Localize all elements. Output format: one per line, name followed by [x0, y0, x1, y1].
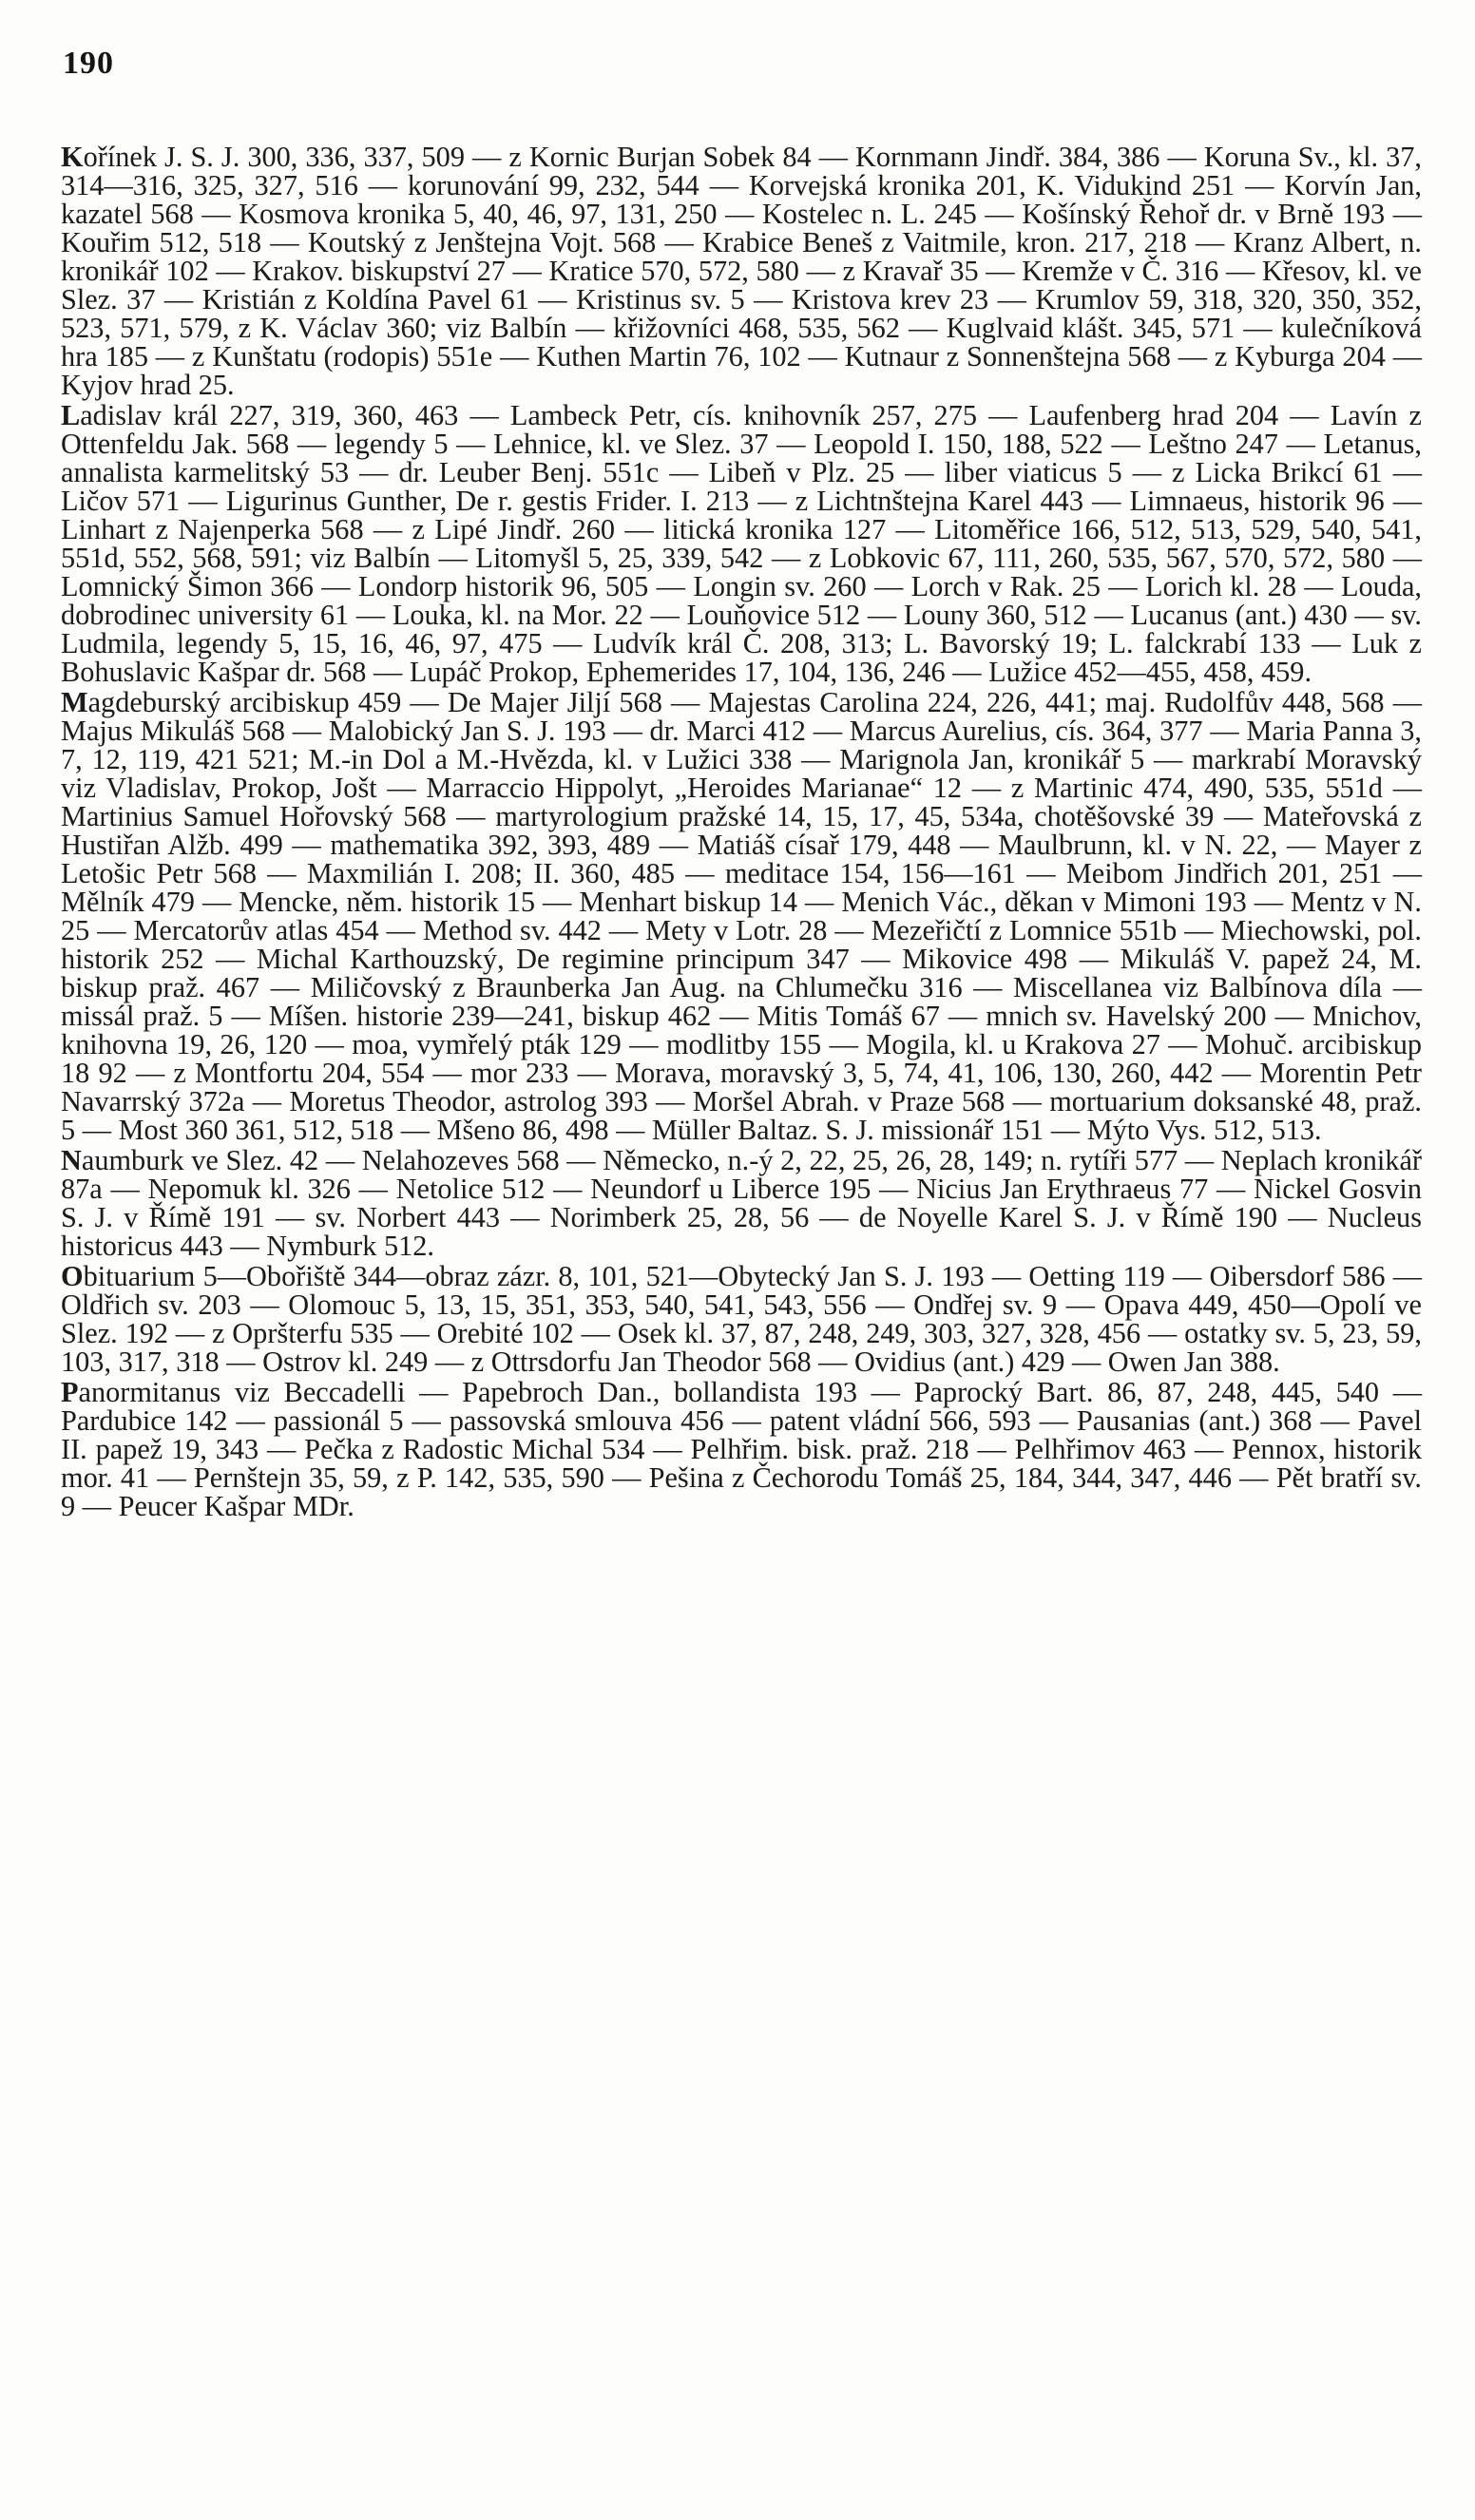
- section-initial: N: [61, 1144, 82, 1176]
- section-initial: O: [61, 1260, 84, 1292]
- section-initial: K: [61, 141, 84, 173]
- index-section-o: [61, 1262, 1422, 1376]
- section-initial: L: [61, 399, 81, 431]
- index-section-p: [61, 1378, 1422, 1520]
- register-index: [61, 143, 1422, 1522]
- section-text: adislav král 227, 319, 360, 463 — Lambeck Petr, cís. knihovník 257, 275 — Laufenberg hrad 204 — Lavín z Ottenfeldu Jak. 568 — legendy 5 — Lehnice, kl. ve Slez. 37 — Leopold I. 150, 188, 522 — Leštno 247 — Letanus, annalista karmelitský 53 — dr. Leuber Benj. 551c — Libeň v Plz. 25 — liber viaticus 5 — z Licka Brikcí 61 — Ličov 571 — Ligurinus Gunther, De r. gestis Frider. I. 213 — z Lichtnštejna Karel 443 — Limnaeus, historik 96 — Linhart z Najenperka 568 — z Lipé Jindř. 260 — litická kronika 127 — Litoměřice 166, 512, 513, 529, 540, 541, 551d, 552, 568, 591; viz Balbín — Litomyšl 5, 25, 339, 542 — z Lobkovic 67, 111, 260, 535, 567, 570, 572, 580 — Lomnický Šimon 366 — Londorp historik 96, 505 — Longin sv. 260 — Lorch v Rak. 25 — Lorich kl. 28 — Louda, dobrodinec university 61 — Louka, kl. na Mor. 22 — Louňovice 512 — Louny 360, 512 — Lucanus (ant.) 430 — sv. Ludmila, legendy 5, 15, 16, 46, 97, 475 — Ludvík král Č. 208, 313; L. Bavorský 19; L. falckrabí 133 — Luk z Bohuslavic Kašpar dr. 568 — Lupáč Prokop, Ephemerides 17, 104, 136, 246 — Lužice 452—455, 458, 459.: [61, 399, 1422, 688]
- index-section-k: [61, 143, 1422, 399]
- section-initial: P: [61, 1376, 79, 1408]
- section-text: aumburk ve Slez. 42 — Nelahozeves 568 — Německo, n.-ý 2, 22, 25, 26, 28, 149; n. rytíři 577 — Neplach kronikář 87a — Nepomuk kl. 326 — Netolice 512 — Neundorf u Liberce 195 — Nicius Jan Erythraeus 77 — Nickel Gosvin S. J. v Římě 191 — sv. Norbert 443 — Norimberk 25, 28, 56 — de Noyelle Karel S. J. v Římě 190 — Nucleus historicus 443 — Nymburk 512.: [61, 1144, 1422, 1262]
- section-text: anormitanus viz Beccadelli — Papebroch Dan., bollandista 193 — Paprocký Bart. 86, 87, 248, 445, 540 — Pardubice 142 — passionál 5 — passovská smlouva 456 — patent vládní 566, 593 — Pausanias (ant.) 368 — Pavel II. papež 19, 343 — Pečka z Radostic Michal 534 — Pelhřim. bisk. praž. 218 — Pelhřimov 463 — Pennox, historik mor. 41 — Pernštejn 35, 59, z P. 142, 535, 590 — Pešina z Čechorodu Tomáš 25, 184, 344, 347, 446 — Pět bratří sv. 9 — Peucer Kašpar MDr.: [61, 1376, 1422, 1522]
- section-initial: M: [61, 686, 88, 718]
- section-text: ořínek J. S. J. 300, 336, 337, 509 — z Kornic Burjan Sobek 84 — Kornmann Jindř. 384, 386 — Koruna Sv., kl. 37, 314—316, 325, 327, 516 — korunování 99, 232, 544 — Korvejská kronika 201, K. Vidukind 251 — Korvín Jan, kazatel 568 — Kosmova kronika 5, 40, 46, 97, 131, 250 — Kostelec n. L. 245 — Košínský Řehoř dr. v Brně 193 — Kouřim 512, 518 — Koutský z Jenštejna Vojt. 568 — Krabice Beneš z Vaitmile, kron. 217, 218 — Kranz Albert, n. kronikář 102 — Krakov. biskupství 27 — Kratice 570, 572, 580 — z Kravař 35 — Kremže v Č. 316 — Křesov, kl. ve Slez. 37 — Kristián z Koldína Pavel 61 — Kristinus sv. 5 — Kristova krev 23 — Krumlov 59, 318, 320, 350, 352, 523, 571, 579, z K. Václav 360; viz Balbín — křižovníci 468, 535, 562 — Kuglvaid klášt. 345, 571 — kulečníková hra 185 — z Kunštatu (rodopis) 551e — Kuthen Martin 76, 102 — Kutnaur z Sonnenštejna 568 — z Kyburga 204 — Kyjov hrad 25.: [61, 141, 1422, 401]
- index-section-l: [61, 401, 1422, 686]
- section-text: bituarium 5—Obořiště 344—obraz zázr. 8, 101, 521—Obytecký Jan S. J. 193 — Oetting 119 — Oibersdorf 586 — Oldřich sv. 203 — Olomouc 5, 13, 15, 351, 353, 540, 541, 543, 556 — Ondřej sv. 9 — Opava 449, 450—Opolí ve Slez. 192 — z Opršterfu 535 — Orebité 102 — Osek kl. 37, 87, 248, 249, 303, 327, 328, 456 — ostatky sv. 5, 23, 59, 103, 317, 318 — Ostrov kl. 249 — z Ottrsdorfu Jan Theodor 568 — Ovidius (ant.) 429 — Owen Jan 388.: [61, 1260, 1422, 1378]
- index-section-n: [61, 1146, 1422, 1260]
- section-text: agdeburský arcibiskup 459 — De Majer Jiljí 568 — Majestas Carolina 224, 226, 441; maj. Rudolfův 448, 568 — Majus Mikuláš 568 — Malobický Jan S. J. 193 — dr. Marci 412 — Marcus Aurelius, cís. 364, 377 — Maria Panna 3, 7, 12, 119, 421 521; M.-in Dol a M.-Hvězda, kl. v Lužici 338 — Marignola Jan, kronikář 5 — markrabí Moravský viz Vladislav, Prokop, Jošt — Marraccio Hippolyt, „Heroides Marianae“ 12 — z Martinic 474, 490, 535, 551d — Martinius Samuel Hořovský 568 — martyrologium pražské 14, 15, 17, 45, 534a, chotěšovské 39 — Mateřovská z Hustiřan Alžb. 499 — mathematika 392, 393, 489 — Matiáš císař 179, 448 — Maulbrunn, kl. v N. 22, — Mayer z Letošic Petr 568 — Maxmilián I. 208; II. 360, 485 — meditace 154, 156—161 — Meibom Jindřich 201, 251 — Mělník 479 — Mencke, něm. historik 15 — Menhart biskup 14 — Menich Vác., děkan v Mimoni 193 — Mentz v N. 25 — Mercatorův atlas 454 — Method sv. 442 — Mety v Lotr. 28 — Mezeřičtí z Lomnice 551b — Miechowski, pol. historik 252 — Michal Karthouzský, De regimine principum 347 — Mikovice 498 — Mikuláš V. papež 24, M. biskup praž. 467 — Miličovský z Braunberka Jan Aug. na Chlumečku 316 — Miscellanea viz Balbínova díla — missál praž. 5 — Míšen. historie 239—241, biskup 462 — Mitis Tomáš 67 — mnich sv. Havelský 200 — Mnichov, knihovna 19, 26, 120 — moa, vymřelý pták 129 — modlitby 155 — Mogila, kl. u Krakova 27 — Mohuč. arcibiskup 18 92 — z Montfortu 204, 554 — mor 233 — Morava, moravský 3, 5, 74, 41, 106, 130, 260, 442 — Morentin Petr Navarrský 372a — Moretus Theodor, astrolog 393 — Moršel Abrah. v Praze 568 — mortuarium doksanské 48, praž. 5 — Most 360 361, 512, 518 — Mšeno 86, 498 — Müller Baltaz. S. J. missionář 151 — Mýto Vys. 512, 513.: [61, 686, 1422, 1146]
- page-number: 190: [63, 46, 114, 81]
- index-section-m: [61, 688, 1422, 1144]
